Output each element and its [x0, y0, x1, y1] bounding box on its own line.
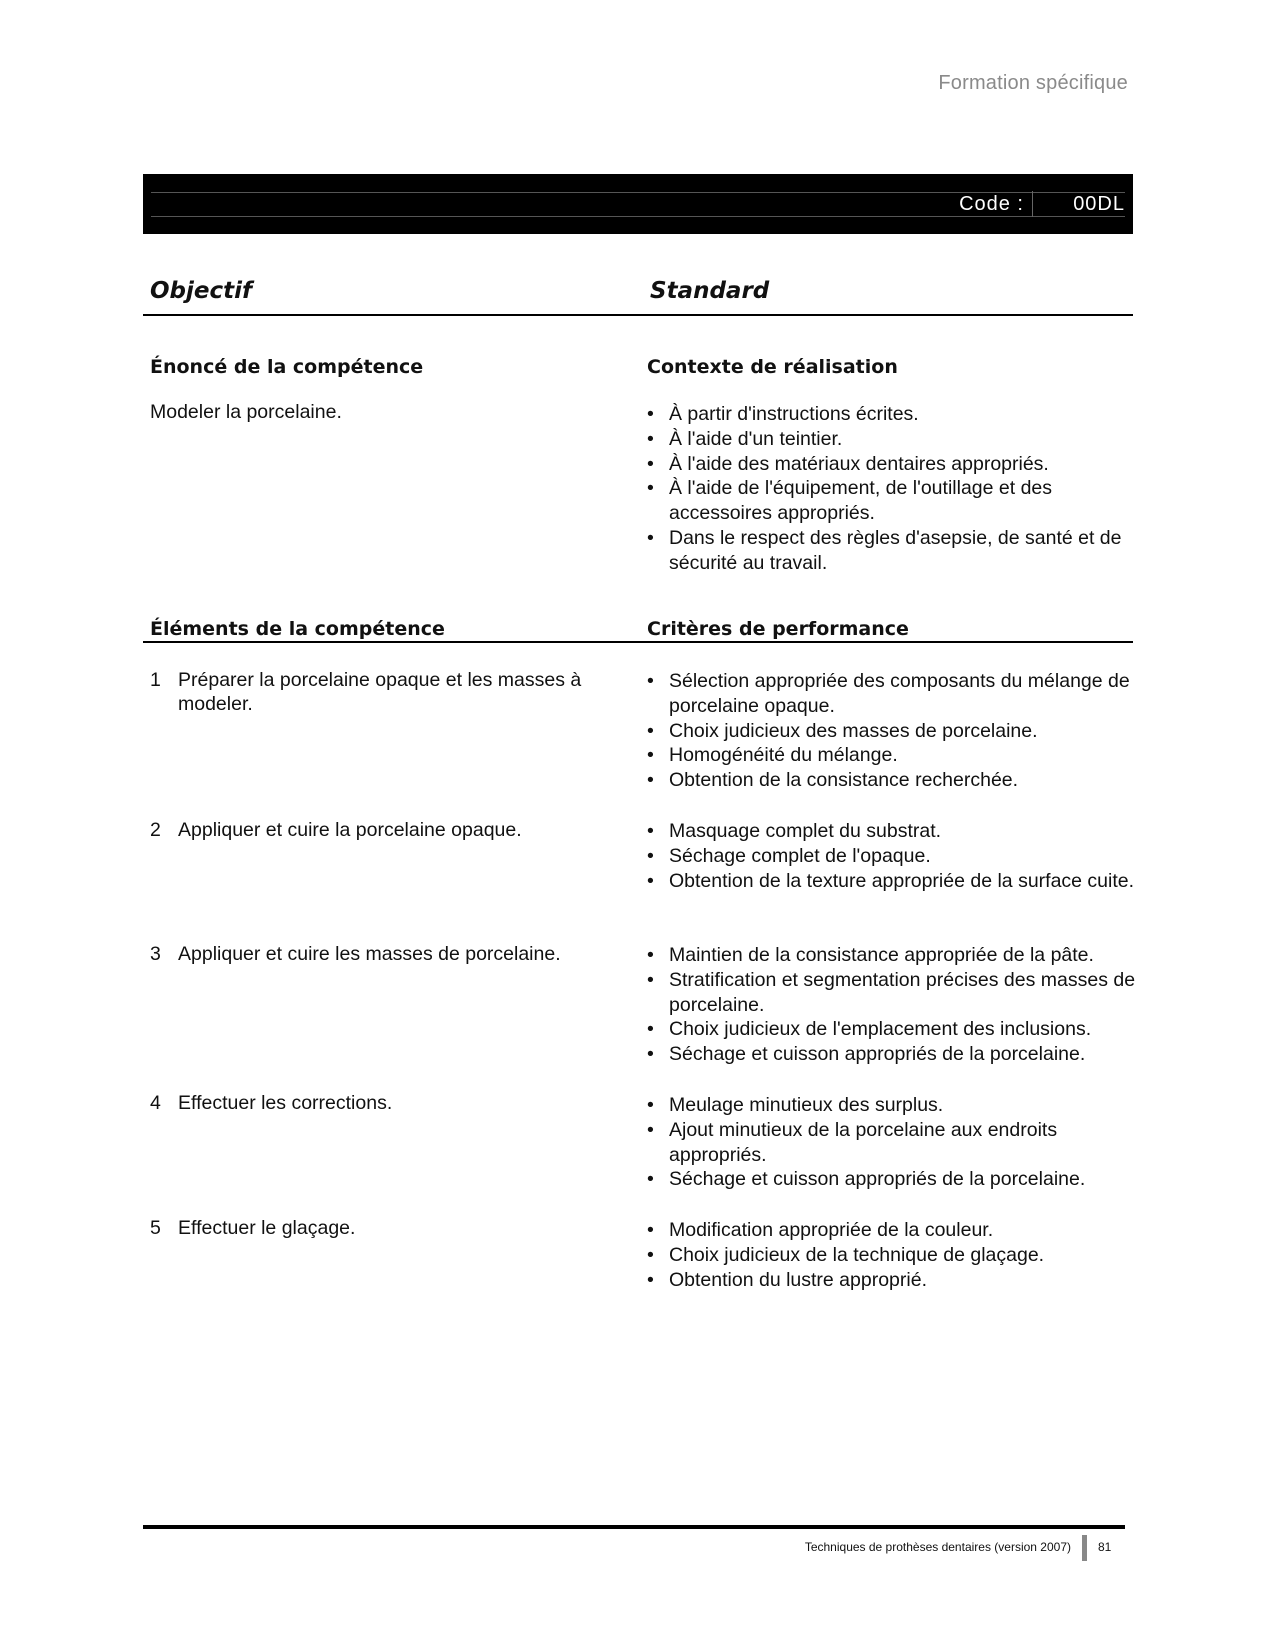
- section-title-objectif: Objectif: [150, 278, 253, 304]
- element-number: 3: [150, 943, 161, 965]
- criteria-item: • Ajout minutieux de la porcelaine aux endroits appropriés.: [647, 1118, 1137, 1168]
- elements-heading: Éléments de la compétence: [150, 618, 445, 640]
- criteres-heading: Critères de performance: [647, 618, 909, 640]
- enonce-text: Modeler la porcelaine.: [150, 401, 342, 423]
- criteria-item: • Homogénéité du mélange.: [647, 743, 1137, 768]
- contexte-item: • À l'aide d'un teintier.: [647, 427, 1137, 452]
- criteria-item: • Modification appropriée de la couleur.: [647, 1218, 1137, 1243]
- code-label: Code :: [959, 191, 1033, 217]
- contexte-item: • À partir d'instructions écrites.: [647, 402, 1137, 427]
- criteria-item: • Choix judicieux de l'emplacement des inclusions.: [647, 1017, 1137, 1042]
- criteria-item: • Masquage complet du substrat.: [647, 819, 1137, 844]
- element-item: [150, 1216, 620, 1240]
- contexte-heading: Contexte de réalisation: [647, 356, 898, 378]
- criteria-item: • Stratification et segmentation précises des masses de porcelaine.: [647, 968, 1137, 1018]
- element-item: [150, 668, 620, 716]
- footer-document-title: Techniques de prothèses dentaires (version 2007): [804, 1540, 1071, 1554]
- criteria-item: • Choix judicieux de la technique de glaçage.: [647, 1243, 1137, 1268]
- criteria-item: • Obtention de la consistance recherchée.: [647, 768, 1137, 793]
- running-header: Formation spécifique: [938, 72, 1128, 94]
- criteria-item: • Meulage minutieux des surplus.: [647, 1093, 1137, 1118]
- contexte-item: • Dans le respect des règles d'asepsie, de santé et de sécurité au travail.: [647, 526, 1137, 576]
- criteria-list: [647, 819, 1137, 893]
- section-title-standard: Standard: [650, 278, 770, 304]
- criteria-item: • Séchage complet de l'opaque.: [647, 844, 1137, 869]
- criteria-item: • Obtention de la texture appropriée de la surface cuite.: [647, 869, 1137, 894]
- criteria-item: • Choix judicieux des masses de porcelaine.: [647, 719, 1137, 744]
- element-text: Appliquer et cuire la porcelaine opaque.: [178, 819, 522, 841]
- element-text: Appliquer et cuire les masses de porcelaine.: [178, 943, 561, 965]
- criteria-list: [647, 669, 1137, 793]
- criteria-item: • Maintien de la consistance appropriée de la pâte.: [647, 943, 1137, 968]
- element-number: 1: [150, 669, 161, 691]
- criteria-item: • Sélection appropriée des composants du mélange de porcelaine opaque.: [647, 669, 1137, 719]
- criteria-list: [647, 1093, 1137, 1192]
- element-text: Effectuer le glaçage.: [178, 1217, 356, 1239]
- section-titles: [143, 278, 1133, 316]
- contexte-item: • À l'aide des matériaux dentaires appropriés.: [647, 452, 1137, 477]
- element-item: [150, 1091, 620, 1115]
- page-number: 81: [1098, 1540, 1112, 1554]
- element-text: Préparer la porcelaine opaque et les masses à modeler.: [178, 669, 582, 715]
- element-item: [150, 818, 620, 842]
- element-item: [150, 942, 620, 966]
- element-number: 2: [150, 819, 161, 841]
- contexte-item: • À l'aide de l'équipement, de l'outillage et des accessoires appropriés.: [647, 476, 1137, 526]
- element-number: 5: [150, 1217, 161, 1239]
- code-banner: [143, 174, 1133, 234]
- criteria-item: • Obtention du lustre approprié.: [647, 1268, 1137, 1293]
- element-number: 4: [150, 1092, 161, 1114]
- elements-rule: [143, 641, 1133, 643]
- footer-separator: [1082, 1535, 1087, 1561]
- criteria-list: [647, 943, 1137, 1067]
- code-value: 00DL: [1073, 193, 1125, 215]
- criteria-list: [647, 1218, 1137, 1292]
- footer-rule: [143, 1525, 1125, 1529]
- element-text: Effectuer les corrections.: [178, 1092, 393, 1114]
- criteria-item: • Séchage et cuisson appropriés de la porcelaine.: [647, 1167, 1137, 1192]
- enonce-heading: Énoncé de la compétence: [150, 356, 424, 378]
- criteria-item: • Séchage et cuisson appropriés de la porcelaine.: [647, 1042, 1137, 1067]
- contexte-list: [647, 402, 1137, 576]
